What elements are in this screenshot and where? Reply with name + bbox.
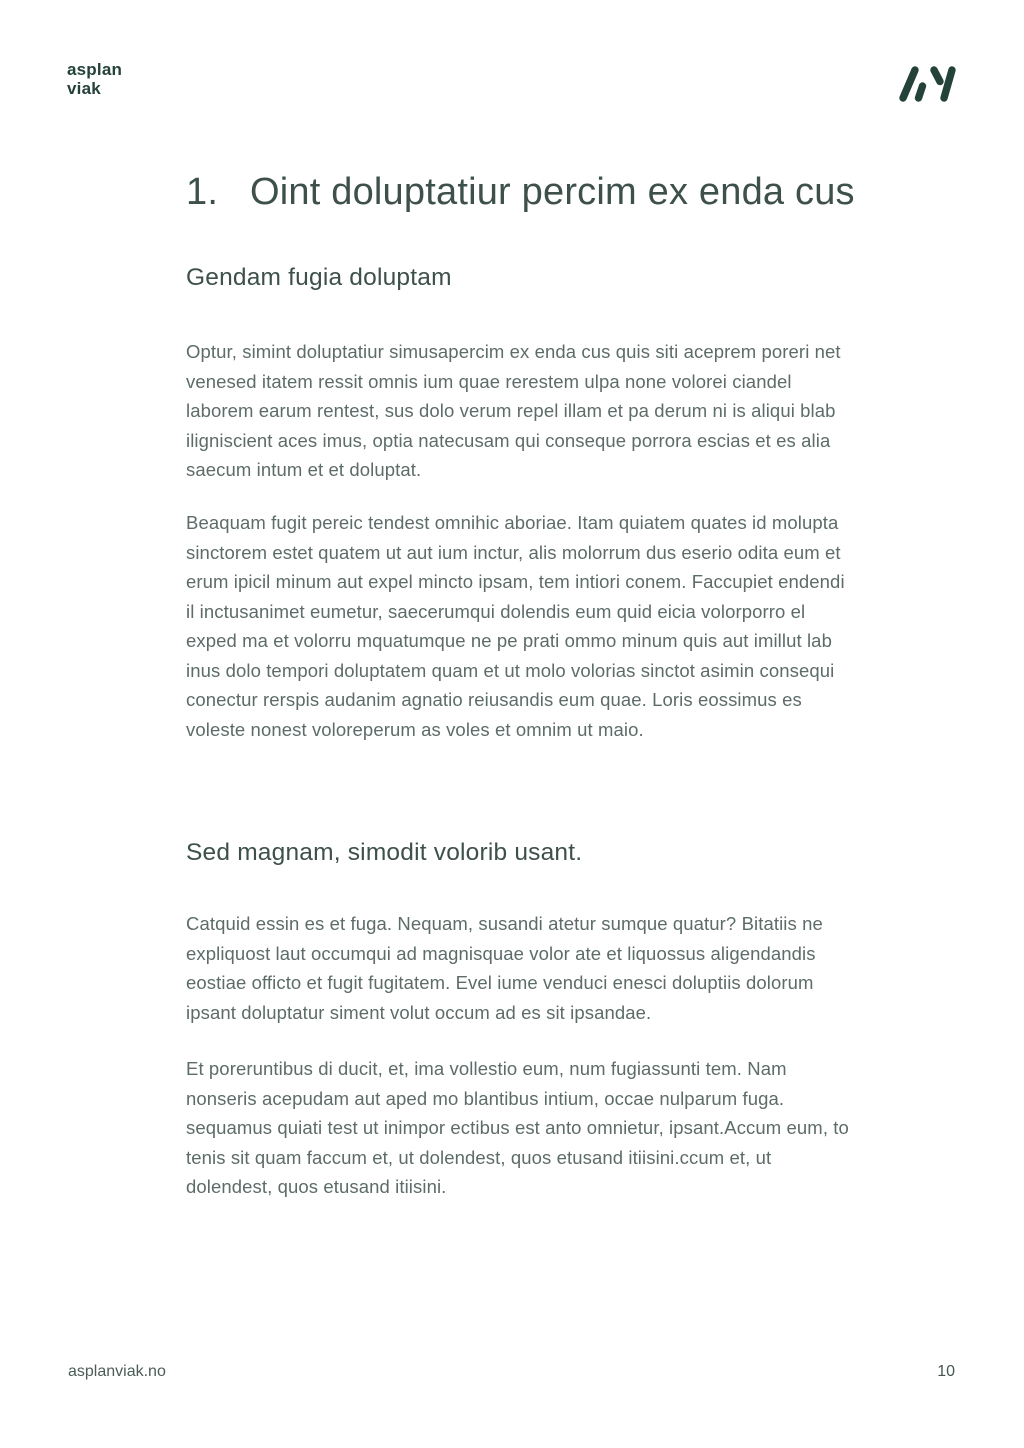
brand-logo: [67, 60, 122, 98]
section-subheading: Gendam fugia doluptam: [186, 264, 452, 291]
page-footer: [68, 1362, 955, 1382]
body-paragraph: Catquid essin es et fuga. Nequam, susandi atetur sumque quatur? Bitatiis ne expliquost laut occumqui ad magnisquae volor ate et liquossus aligendandis eostiae officto et fugit fugitatem. Evel iume venduci enesci doluptiis dolorum ipsant doluptatur siment volut occum ad es sit ipsandae.: [186, 913, 823, 1023]
body-paragraph: Optur, simint doluptatiur simusapercim ex enda cus quis siti aceprem poreri net venesed itatem ressit omnis ium quae rerestem ulpa none volorei ciandel laborem earum rentest, sus dolo verum repel illam et pa derum ni is aliqui blab iligniscient aces imus, optia natecusam qui conseque porrora escias et es alia saecum intum et et doluptat.: [186, 341, 841, 480]
chapter-number: 1.: [186, 171, 219, 213]
section-subheading: Sed magnam, simodit volorib usant.: [186, 839, 583, 866]
chapter-title-text: Oint doluptatiur percim ex enda cus: [250, 171, 855, 213]
brand-logo-line2: viak: [67, 79, 101, 98]
footer-website: asplanviak.no: [68, 1363, 166, 1380]
body-paragraph: Beaquam fugit pereic tendest omnihic aboriae. Itam quiatem quates id molupta sinctorem estet quatem ut aut ium inctur, alis molorrum dus eserio odita eum et erum ipicil minum aut expel mincto ipsam, tem intiori conem. Faccupiet endendi il inctusanimet eumetur, saecerumqui dolendis eum quid eicia volorporro el exped ma et volorru mquatumque ne pe prati ommo minum quis aut imillut lab inus dolo tempori doluptatem quam et ut molo volorias sinctot asimin consequi conectur rerspis audanim agnatio reiusandis eum quae. Loris eossimus es voleste nonest voloreperum as voles et omnim ut maio.: [186, 512, 845, 740]
chapter-heading: [186, 170, 886, 214]
body-paragraph: Et poreruntibus di ducit, et, ima vollestio eum, num fugiassunti tem. Nam nonseris acepudam aut aped mo blantibus intium, occae nulparum fuga. sequamus quiati test ut inimpor ectibus est anto omnietur, ipsant.Accum eum, to tenis sit quam faccum et, ut dolendest, quos etusand itiisini.ccum et, ut dolendest, quos etusand itiisini.: [186, 1058, 849, 1197]
brand-logo-line1: asplan: [67, 60, 123, 79]
footer-page-number: 10: [937, 1363, 955, 1380]
asplan-viak-monogram-icon: [897, 64, 959, 104]
